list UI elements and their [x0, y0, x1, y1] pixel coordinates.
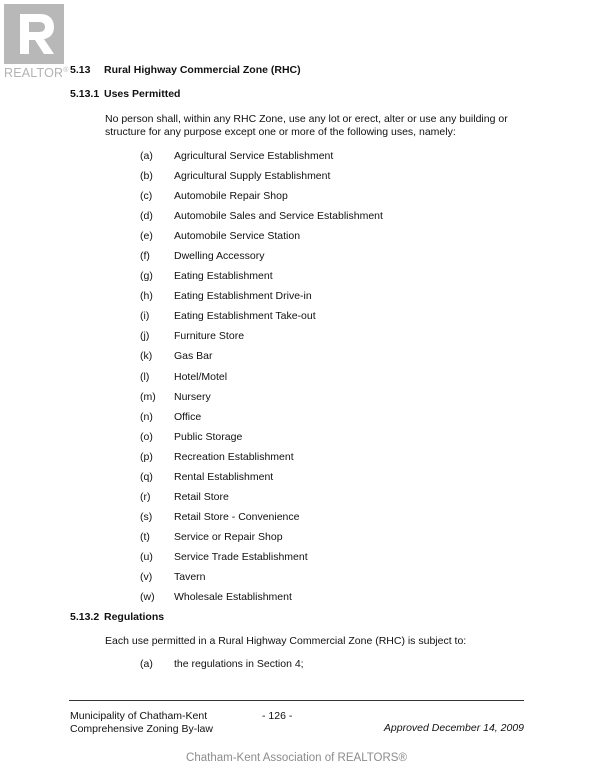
list-item-marker: (r) — [140, 490, 151, 503]
list-item — [140, 451, 383, 471]
list-item-text: Gas Bar — [174, 350, 213, 363]
realtor-r-icon — [4, 4, 64, 64]
list-item-text: Agricultural Supply Establishment — [174, 170, 331, 183]
list-item-text: Wholesale Establishment — [174, 591, 292, 604]
approval-date: Approved December 14, 2009 — [383, 722, 524, 734]
list-item-marker: (q) — [140, 470, 153, 483]
list-item-text: Retail Store — [174, 490, 229, 503]
list-item — [140, 591, 383, 611]
list-item — [140, 371, 383, 391]
list-item — [140, 290, 383, 310]
list-item — [140, 411, 383, 431]
list-item — [140, 571, 383, 591]
list-item-text: Rental Establishment — [174, 470, 274, 483]
list-item-text: Retail Store - Convenience — [174, 510, 300, 523]
uses-permitted-intro: No person shall, within any RHC Zone, use any lot or erect, alter or use any building or structure for any purpose except one or more of the following uses, namely: — [105, 113, 508, 138]
list-item-marker: (v) — [140, 570, 153, 583]
list-item — [140, 190, 383, 210]
list-item — [140, 310, 383, 330]
list-item — [140, 350, 383, 370]
regulations-item — [140, 658, 304, 670]
list-item-marker: (j) — [140, 330, 150, 343]
list-item-marker: (a) — [140, 150, 153, 162]
list-item-text: Dwelling Accessory — [174, 250, 265, 263]
list-item-marker: (o) — [140, 430, 153, 443]
list-item-marker: (t) — [140, 530, 150, 543]
list-item — [140, 391, 383, 411]
list-item-marker: (m) — [140, 390, 156, 403]
list-item-marker: (h) — [140, 290, 153, 303]
regulations-heading — [70, 611, 164, 623]
list-item — [140, 330, 383, 350]
list-item — [140, 250, 383, 270]
regulations-intro: Each use permitted in a Rural Highway Commercial Zone (RHC) is subject to: — [105, 635, 467, 647]
list-item — [140, 210, 383, 230]
list-item — [140, 531, 383, 551]
list-item — [140, 431, 383, 451]
list-item-text: Recreation Establishment — [174, 450, 294, 463]
association-watermark: Chatham-Kent Association of REALTORS® — [186, 752, 407, 764]
list-item — [140, 270, 383, 290]
list-item-marker: (g) — [140, 270, 153, 283]
realtor-wordmark: REALTOR® — [4, 66, 69, 80]
list-item-text: Hotel/Motel — [174, 370, 228, 383]
list-item — [140, 551, 383, 571]
list-item — [140, 511, 383, 531]
list-item-text: Eating Establishment Drive-in — [174, 290, 312, 303]
footer-line-2: Comprehensive Zoning By-law — [70, 722, 213, 735]
list-item — [140, 170, 383, 190]
list-item-text: Office — [174, 410, 202, 423]
uses-permitted-number: 5.13.1 — [70, 88, 100, 100]
regulations-item-marker: (a) — [140, 658, 153, 670]
list-item-text: Agricultural Service Establishment — [174, 150, 334, 162]
list-item-marker: (u) — [140, 550, 153, 563]
list-item — [140, 150, 383, 170]
list-item-marker: (l) — [140, 370, 150, 383]
footer-municipality — [70, 710, 213, 735]
list-item — [140, 491, 383, 511]
regulations-title: Regulations — [104, 611, 165, 623]
regulations-number: 5.13.2 — [70, 611, 100, 623]
list-item-marker: (b) — [140, 170, 153, 183]
list-item-text: Furniture Store — [174, 330, 245, 343]
list-item-text: Nursery — [174, 390, 211, 403]
footer-line-1: Municipality of Chatham-Kent — [70, 710, 208, 722]
uses-permitted-title: Uses Permitted — [104, 88, 181, 100]
list-item-marker: (p) — [140, 450, 153, 463]
uses-permitted-heading — [70, 88, 180, 100]
list-item-text: Automobile Sales and Service Establishment — [174, 210, 383, 223]
list-item-text: Tavern — [174, 570, 206, 583]
page-number: - 126 - — [262, 710, 293, 722]
list-item — [140, 471, 383, 491]
section-heading: Rural Highway Commercial Zone (RHC) — [104, 64, 301, 76]
realtor-logo — [4, 4, 68, 82]
regulations-item-text: the regulations in Section 4; — [174, 658, 304, 670]
list-item-marker: (i) — [140, 310, 150, 323]
footer-divider — [69, 700, 524, 701]
section-title — [70, 64, 301, 76]
list-item-marker: (c) — [140, 190, 153, 203]
list-item-text: Eating Establishment — [174, 270, 273, 283]
list-item-text: Eating Establishment Take-out — [174, 310, 316, 323]
uses-list — [140, 150, 383, 611]
section-number: 5.13 — [70, 64, 91, 76]
list-item-marker: (f) — [140, 250, 150, 263]
list-item-marker: (e) — [140, 230, 153, 243]
list-item-text: Public Storage — [174, 430, 243, 443]
list-item-marker: (s) — [140, 510, 153, 523]
list-item-text: Service Trade Establishment — [174, 550, 308, 563]
list-item — [140, 230, 383, 250]
list-item-text: Service or Repair Shop — [174, 530, 283, 543]
list-item-text: Automobile Repair Shop — [174, 190, 288, 203]
list-item-marker: (w) — [140, 591, 155, 604]
list-item-marker: (d) — [140, 210, 153, 223]
list-item-text: Automobile Service Station — [174, 230, 301, 243]
list-item-marker: (k) — [140, 350, 153, 363]
list-item-marker: (n) — [140, 410, 153, 423]
